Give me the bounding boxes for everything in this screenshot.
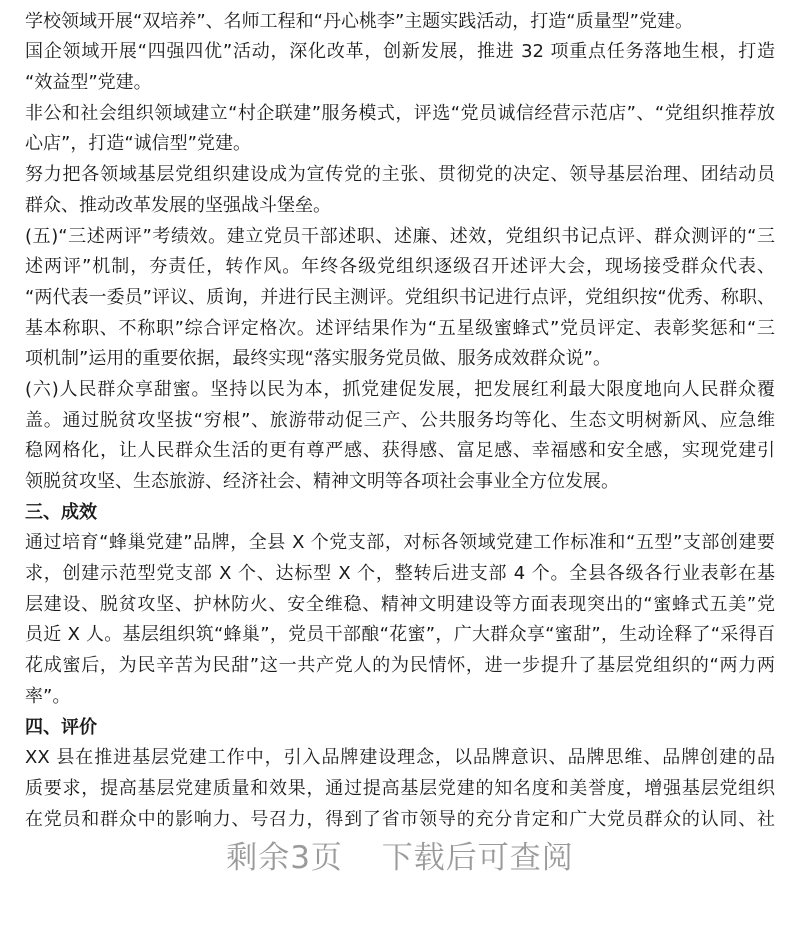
text-line: 稳网格化，让人民群众生活的更有尊严感、获得感、富足感、幸福感和安全感，实现党建引 xyxy=(25,440,775,462)
text-line: (五)“三述两评”考绩效。建立党员干部述职、述廉、述效，党组织书记点评、群众测评的“三 xyxy=(25,225,775,247)
text-line: 盖。通过脱贫攻坚拔“穷根”、旅游带动促三产、公共服务均等化、生态文明树新风、应急维 xyxy=(25,409,775,431)
remaining-pages-notice[interactable] xyxy=(0,832,800,877)
text-line: 层建设、脱贫攻坚、护林防火、安全维稳、精神文明建设等方面表现突出的“蜜蜂式五美”党 xyxy=(25,593,775,615)
remaining-pages-text: 剩余3页 xyxy=(226,840,343,876)
text-line: 在党员和群众中的影响力、号召力，得到了省市领导的充分肯定和广大党员群众的认同、社 xyxy=(25,808,775,830)
text-line: “效益型”党建。 xyxy=(25,72,152,94)
text-line: 努力把各领域基层党组织建设成为宣传党的主张、贯彻党的决定、领导基层治理、团结动员 xyxy=(25,164,775,186)
text-line: (六)人民群众享甜蜜。坚持以民为本，抓党建促发展，把发展红利最大限度地向人民群众覆 xyxy=(25,378,775,400)
text-line: 国企领域开展“四强四优”活动，深化改革，创新发展，推进 32 项重点任务落地生根，打造 xyxy=(25,41,775,63)
text-line: 述两评”机制，夯责任，转作风。年终各级党组织逐级召开述评大会，现场接受群众代表、 xyxy=(25,256,775,278)
text-line: 领脱贫攻坚、生态旅游、经济社会、精神文明等各项社会事业全方位发展。 xyxy=(25,471,619,492)
text-line: 花成蜜后，为民辛苦为民甜”这一共产党人的为民情怀，进一步提升了基层党组织的“两力两 xyxy=(25,655,775,677)
document-body xyxy=(25,0,775,835)
text-line: 求，创建示范型党支部 X 个、达标型 X 个，整转后进支部 4 个。全县各级各行业表彰在基 xyxy=(25,563,775,585)
text-line: 非公和社会组织领域建立“村企联建”服务模式，评选“党员诚信经营示范店”、“党组织推荐放 xyxy=(25,102,775,124)
text-line: XX 县在推进基层党建工作中，引入品牌建设理念，以品牌意识、品牌思维、品牌创建的品 xyxy=(25,747,775,769)
text-line: “两代表一委员”评议、质询，并进行民主测评。党组织书记进行点评，党组织按“优秀、称职、 xyxy=(25,286,775,308)
text-line: 学校领域开展“双培养”、名师工程和“丹心桃李”主题实践活动，打造“质量型”党建。 xyxy=(25,10,693,32)
text-line: 质要求，提高基层党建质量和效果，通过提高基层党建的知名度和美誉度，增强基层党组织 xyxy=(25,777,775,799)
text-line: 项机制”运用的重要依据，最终实现“落实服务党员做、服务成效群众说”。 xyxy=(25,348,611,370)
text-line: 通过培育“蜂巢党建”品牌，全县 X 个党支部，对标各领域党建工作标准和“五型”支部创建要 xyxy=(25,532,775,554)
text-line xyxy=(25,0,775,7)
text-line: 员近 X 人。基层组织筑“蜂巢”，党员干部酿“花蜜”，广大群众享“蜜甜”，生动诠释了“采得百 xyxy=(25,624,775,646)
text-line: 率”。 xyxy=(25,685,71,707)
download-to-view-text[interactable]: 下载后可查阅 xyxy=(381,840,574,876)
section-heading: 四、评价 xyxy=(25,716,97,738)
section-heading: 三、成效 xyxy=(25,501,97,523)
text-line: 心店”，打造“诚信型”党建。 xyxy=(25,133,251,155)
text-line: 群众、推动改革发展的坚强战斗堡垒。 xyxy=(25,194,331,216)
text-line: 基本称职、不称职”综合评定格次。述评结果作为“五星级蜜蜂式”党员评定、表彰奖惩和“三 xyxy=(25,317,775,339)
